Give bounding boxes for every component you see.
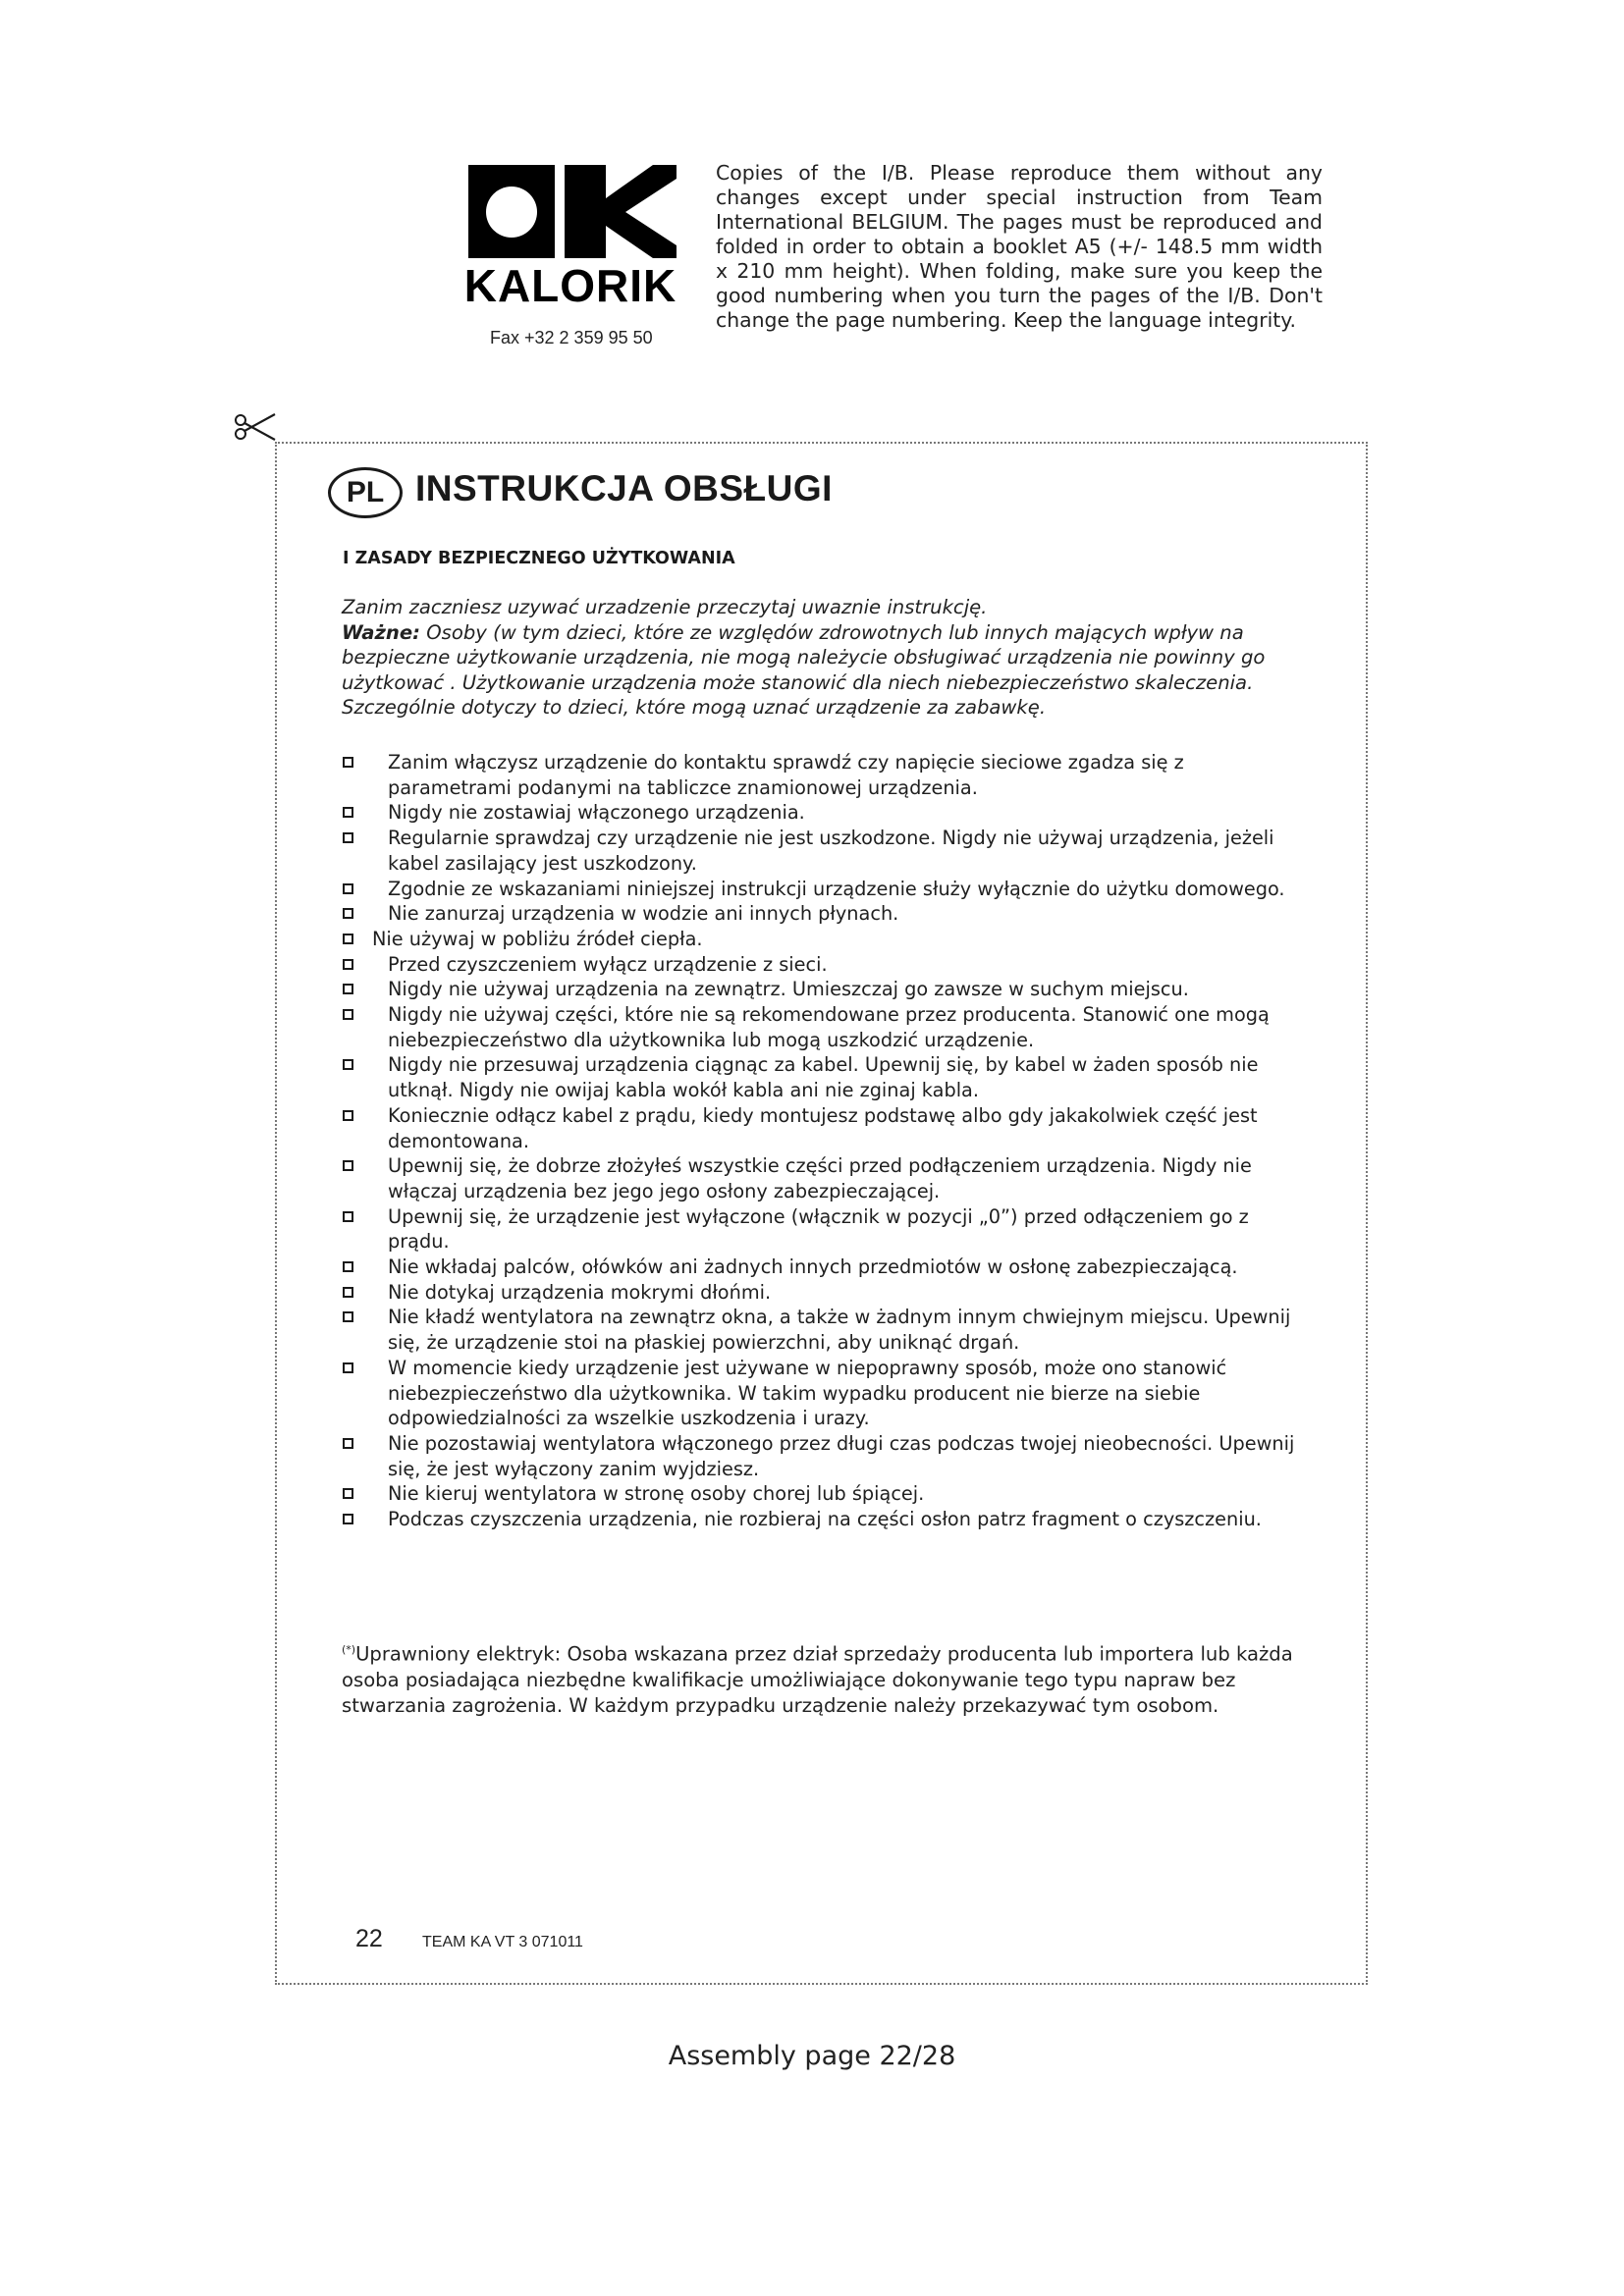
list-item: Nigdy nie zostawiaj włączonego urządzenia. [342,800,1309,826]
checkbox-bullet-icon [343,934,353,944]
checkbox-bullet-icon [343,1009,353,1020]
checkbox-bullet-icon [343,807,353,818]
checkbox-bullet-icon [343,1261,353,1272]
list-item: Nigdy nie przesuwaj urządzenia ciągnąc za kabel. Upewnij się, by kabel w żaden sposób nie utknął. Nigdy nie owijaj kabla wokół kabla ani nie zginaj kabla. [342,1052,1309,1102]
checkbox-bullet-icon [343,1438,353,1449]
intro-line: Zanim zaczniesz uzywać urzadzenie przeczytaj uwaznie instrukcję. [342,596,988,618]
checkbox-bullet-icon [343,1160,353,1171]
checkbox-bullet-icon [343,1311,353,1322]
checkbox-bullet-icon [343,1211,353,1222]
checkbox-bullet-icon [343,883,353,894]
section-title: I ZASADY BEZPIECZNEGO UŻYTKOWANIA [343,549,735,568]
list-item: Przed czyszczeniem wyłącz urządzenie z sieci. [342,952,1309,978]
important-label: Ważne: [342,620,420,644]
checkbox-bullet-icon [343,832,353,843]
reproduction-note: Copies of the I/B. Please reproduce them without any changes except under special instruction from Team International BELGIUM. The pages must be reproduced and folded in order to obtain a booklet A5 (+/- 148.5 mm width x 210 mm height). When folding, make sure you keep the good numbering when you turn the pages of the I/B. Don't change the page numbering. Keep the language integrity. [716,161,1323,332]
checkbox-bullet-icon [343,1514,353,1524]
list-item: Upewnij się, że dobrze złożyłeś wszystkie części przed podłączeniem urządzenia. Nigdy nie włączaj urządzenia bez jego jego osłony zabezpieczającej. [342,1153,1309,1203]
language-badge: PL [328,467,403,518]
kalorik-logo-mark [459,165,682,263]
document-reference: TEAM KA VT 3 071011 [422,1934,583,1950]
important-note [342,620,1284,721]
checkbox-bullet-icon [343,1362,353,1373]
safety-rules-list [342,750,1309,1532]
checkbox-bullet-icon [343,1110,353,1121]
list-item: Nigdy nie używaj urządzenia na zewnątrz. Umieszczaj go zawsze w suchym miejscu. [342,977,1309,1002]
checkbox-bullet-icon [343,908,353,919]
footnote-text: Uprawniony elektryk: Osoba wskazana przez dział sprzedaży producenta lub importera lub każda osoba posiadająca niezbędne kwalifikacje umożliwiające dokonywanie tego typu napraw bez stwarzania zagrożenia. W każdym przypadku urządzenie należy przekazywać tym osobom. [342,1642,1293,1717]
list-item: Nigdy nie używaj części, które nie są rekomendowane przez producenta. Stanowić one mogą niebezpieczeństwo dla użytkownika lub mogą uszkodzić urządzenie. [342,1002,1309,1052]
kalorik-logo [459,165,682,342]
list-item: Podczas czyszczenia urządzenia, nie rozbieraj na części osłon patrz fragment o czyszczeniu. [342,1507,1309,1532]
fax-number: Fax +32 2 359 95 50 [490,328,653,347]
checkbox-bullet-icon [343,757,353,768]
important-text: Osoby (w tym dzieci, które ze względów zdrowotnych lub innych mających wpływ na bezpieczne użytkowanie urządzenia, nie mogą należycie obsługiwać urządzenia nie powinny go użytkować . Użytkowanie urządzenia może stanowić dla niech niebezpieczeństwo skaleczenia. Szczególnie dotyczy to dzieci, które mogą uznać urządzenie za zabawkę. [342,620,1266,719]
list-item: Nie pozostawiaj wentylatora włączonego przez długi czas podczas twojej nieobecności. Upewnij się, że jest wyłączony zanim wyjdziesz. [342,1431,1309,1481]
list-item: Koniecznie odłącz kabel z prądu, kiedy montujesz podstawę albo gdy jakakolwiek część jest demontowana. [342,1103,1309,1153]
list-item: Nie dotykaj urządzenia mokrymi dłońmi. [342,1280,1309,1306]
page-number: 22 [355,1925,383,1952]
list-item: Zanim włączysz urządzenie do kontaktu sprawdź czy napięcie sieciowe zgadza się z parametrami podanymi na tabliczce znamionowej urządzenia. [342,750,1309,800]
intro-paragraph [342,595,1284,721]
checkbox-bullet-icon [343,1287,353,1298]
list-item: Nie kładź wentylatora na zewnątrz okna, a także w żadnym innym chwiejnym miejscu. Upewnij się, że urządzenie stoi na płaskiej powierzchni, aby uniknąć drgań. [342,1305,1309,1355]
list-item: W momencie kiedy urządzenie jest używane w niepoprawny sposób, może ono stanowić niebezpieczeństwo dla użytkownika. W takim wypadku producent nie bierze na siebie odpowiedzialności za wszelkie uszkodzenia i urazy. [342,1356,1309,1431]
page-title: INSTRUKCJA OBSŁUGI [415,468,833,508]
list-item: Nie używaj w pobliżu źródeł ciepła. [342,927,1309,952]
checkbox-bullet-icon [343,1059,353,1070]
list-item: Nie zanurzaj urządzenia w wodzie ani innych płynach. [342,901,1309,927]
footnote [342,1637,1294,1719]
scissors-icon [232,410,279,444]
list-item: Regularnie sprawdzaj czy urządzenie nie jest uszkodzone. Nigdy nie używaj urządzenia, jeżeli kabel zasilający jest uszkodzony. [342,826,1309,876]
kalorik-wordmark: KALORIK [463,260,677,311]
footnote-mark: (*) [342,1643,356,1656]
list-item: Nie wkładaj palców, ołówków ani żadnych innych przedmiotów w osłonę zabezpieczającą. [342,1255,1309,1280]
assembly-page-label: Assembly page 22/28 [668,2041,956,2071]
checkbox-bullet-icon [343,984,353,994]
list-item: Upewnij się, że urządzenie jest wyłączone (włącznik w pozycji „0”) przed odłączeniem go z prądu. [342,1204,1309,1255]
checkbox-bullet-icon [343,959,353,970]
list-item: Zgodnie ze wskazaniami niniejszej instrukcji urządzenie służy wyłącznie do użytku domowego. [342,877,1309,902]
list-item: Nie kieruj wentylatora w stronę osoby chorej lub śpiącej. [342,1481,1309,1507]
checkbox-bullet-icon [343,1488,353,1499]
